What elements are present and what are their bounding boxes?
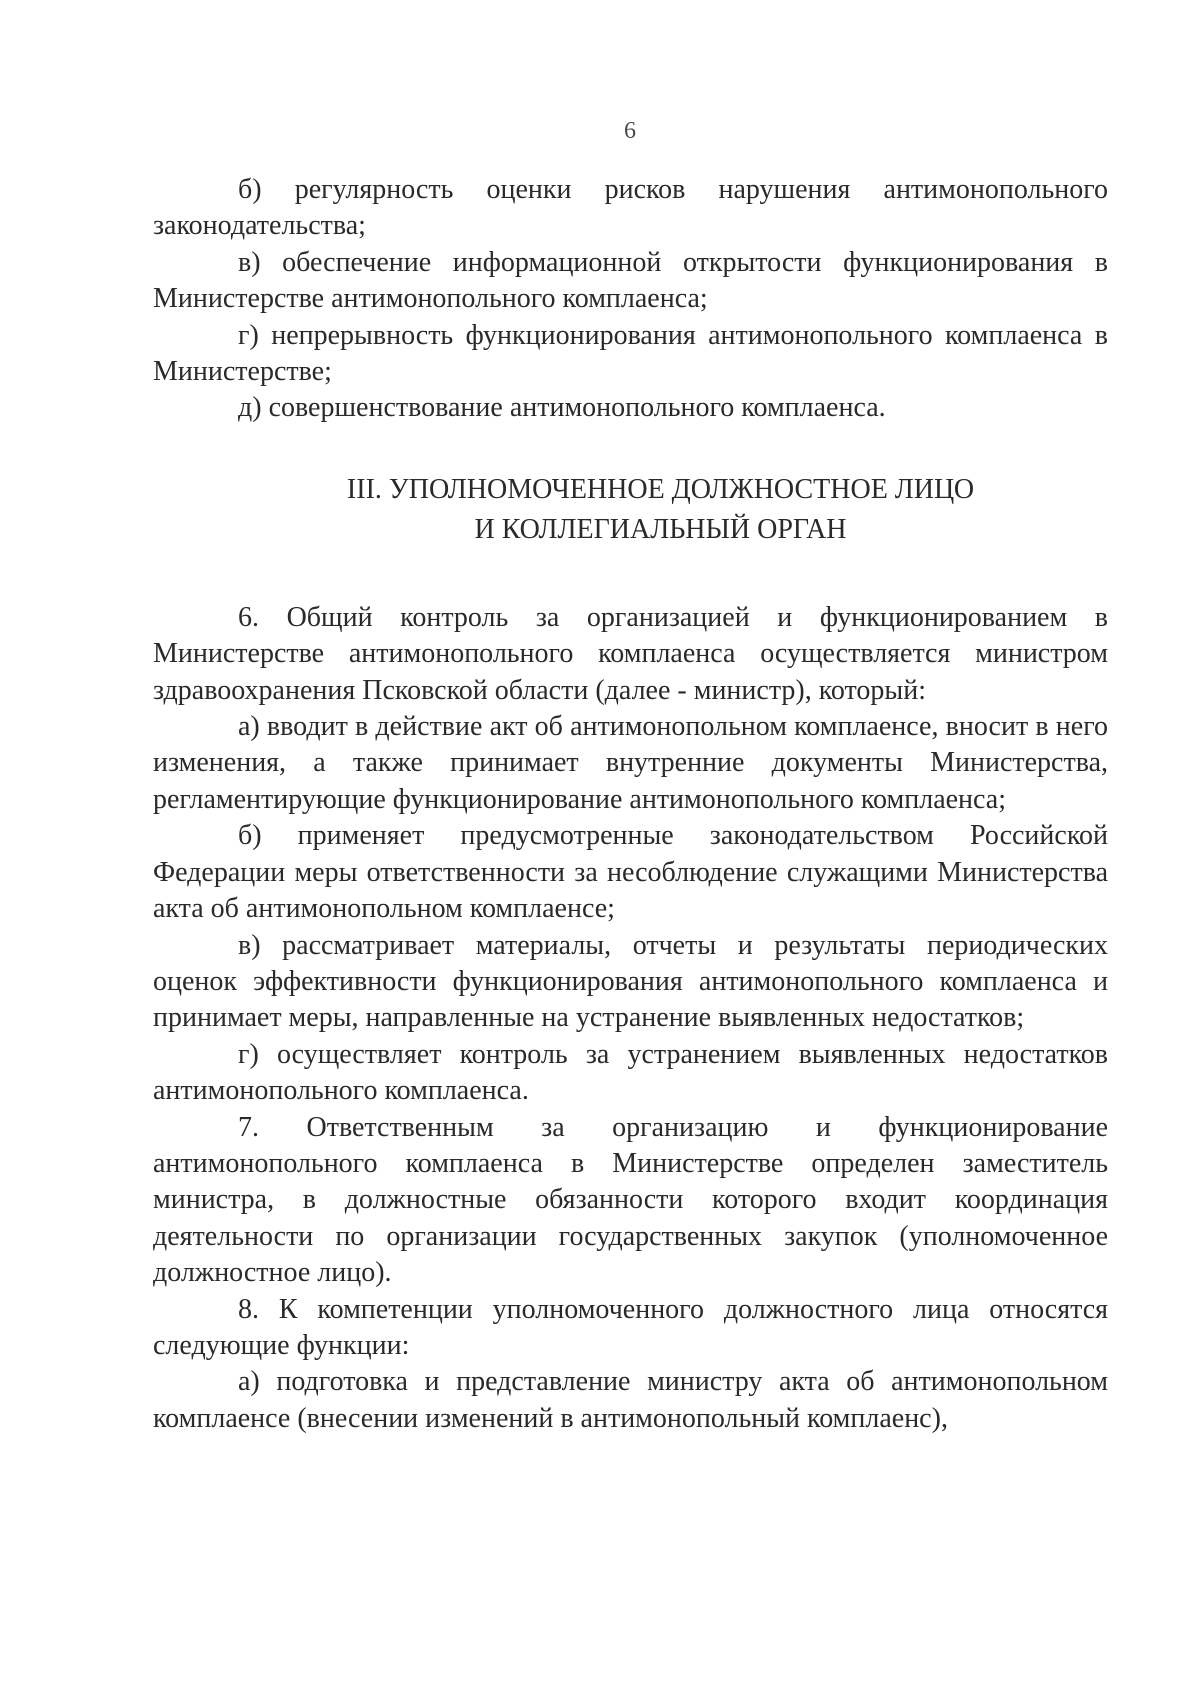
page-number: 6 [624,118,636,144]
document-body [153,172,1108,1437]
paragraph-d-improvement: д) совершенствование антимонопольного комплаенса. [238,392,886,424]
paragraph-b-regularity: б) регулярность оценки рисков нарушения антимонопольного законодательства; [153,174,1108,242]
paragraph-6a: а) вводит в действие акт об антимонопольном комплаенсе, вносит в него изменения, а также принимает внутренние документы Министерства, регламентирующие функционирование антимонопольного комплаенса; [153,711,1108,815]
paragraph-7-responsible: 7. Ответственным за организацию и функционирование антимонопольного комплаенса в Министерстве определен заместитель министра, в должностные обязанности которого входит координация деятельности по организации государственных закупок (уполномоченное должностное лицо). [153,1111,1108,1289]
paragraph-6v: в) рассматривает материалы, отчеты и результаты периодических оценок эффективности функционирования антимонопольного комплаенса и принимает меры, направленные на устранение выявленных недостатков; [153,929,1108,1034]
paragraph-g-continuity: г) непрерывность функционирования антимонопольного комплаенса в Министерстве; [153,319,1108,388]
section-heading [153,470,1108,550]
section-heading-line-1: III. УПОЛНОМОЧЕННОЕ ДОЛЖНОСТНОЕ ЛИЦО [346,473,975,505]
paragraph-6b: б) применяет предусмотренные законодательством Российской Федерации меры ответственности за несоблюдение служащими Министерства акта об антимонопольном комплаенсе; [153,820,1108,925]
paragraph-6-general-control: 6. Общий контроль за организацией и функционированием в Министерстве антимонопольного комплаенса осуществляется министром здравоохранения Псковской области (далее - министр), который: [153,601,1108,706]
paragraph-8a: а) подготовка и представление министру акта об антимонопольном комплаенсе (внесении изменений в антимонопольный комплаенс), [153,1366,1108,1434]
paragraph-6g: г) осуществляет контроль за устранением выявленных недостатков антимонопольного комплаенса. [153,1038,1108,1107]
paragraph-8-competence: 8. К компетенции уполномоченного должностного лица относятся следующие функции: [153,1293,1108,1361]
section-heading-line-2: И КОЛЛЕГИАЛЬНЫЙ ОРГАН [474,513,847,545]
paragraph-v-openness: в) обеспечение информационной открытости функционирования в Министерстве антимонопольного комплаенса; [153,246,1108,315]
